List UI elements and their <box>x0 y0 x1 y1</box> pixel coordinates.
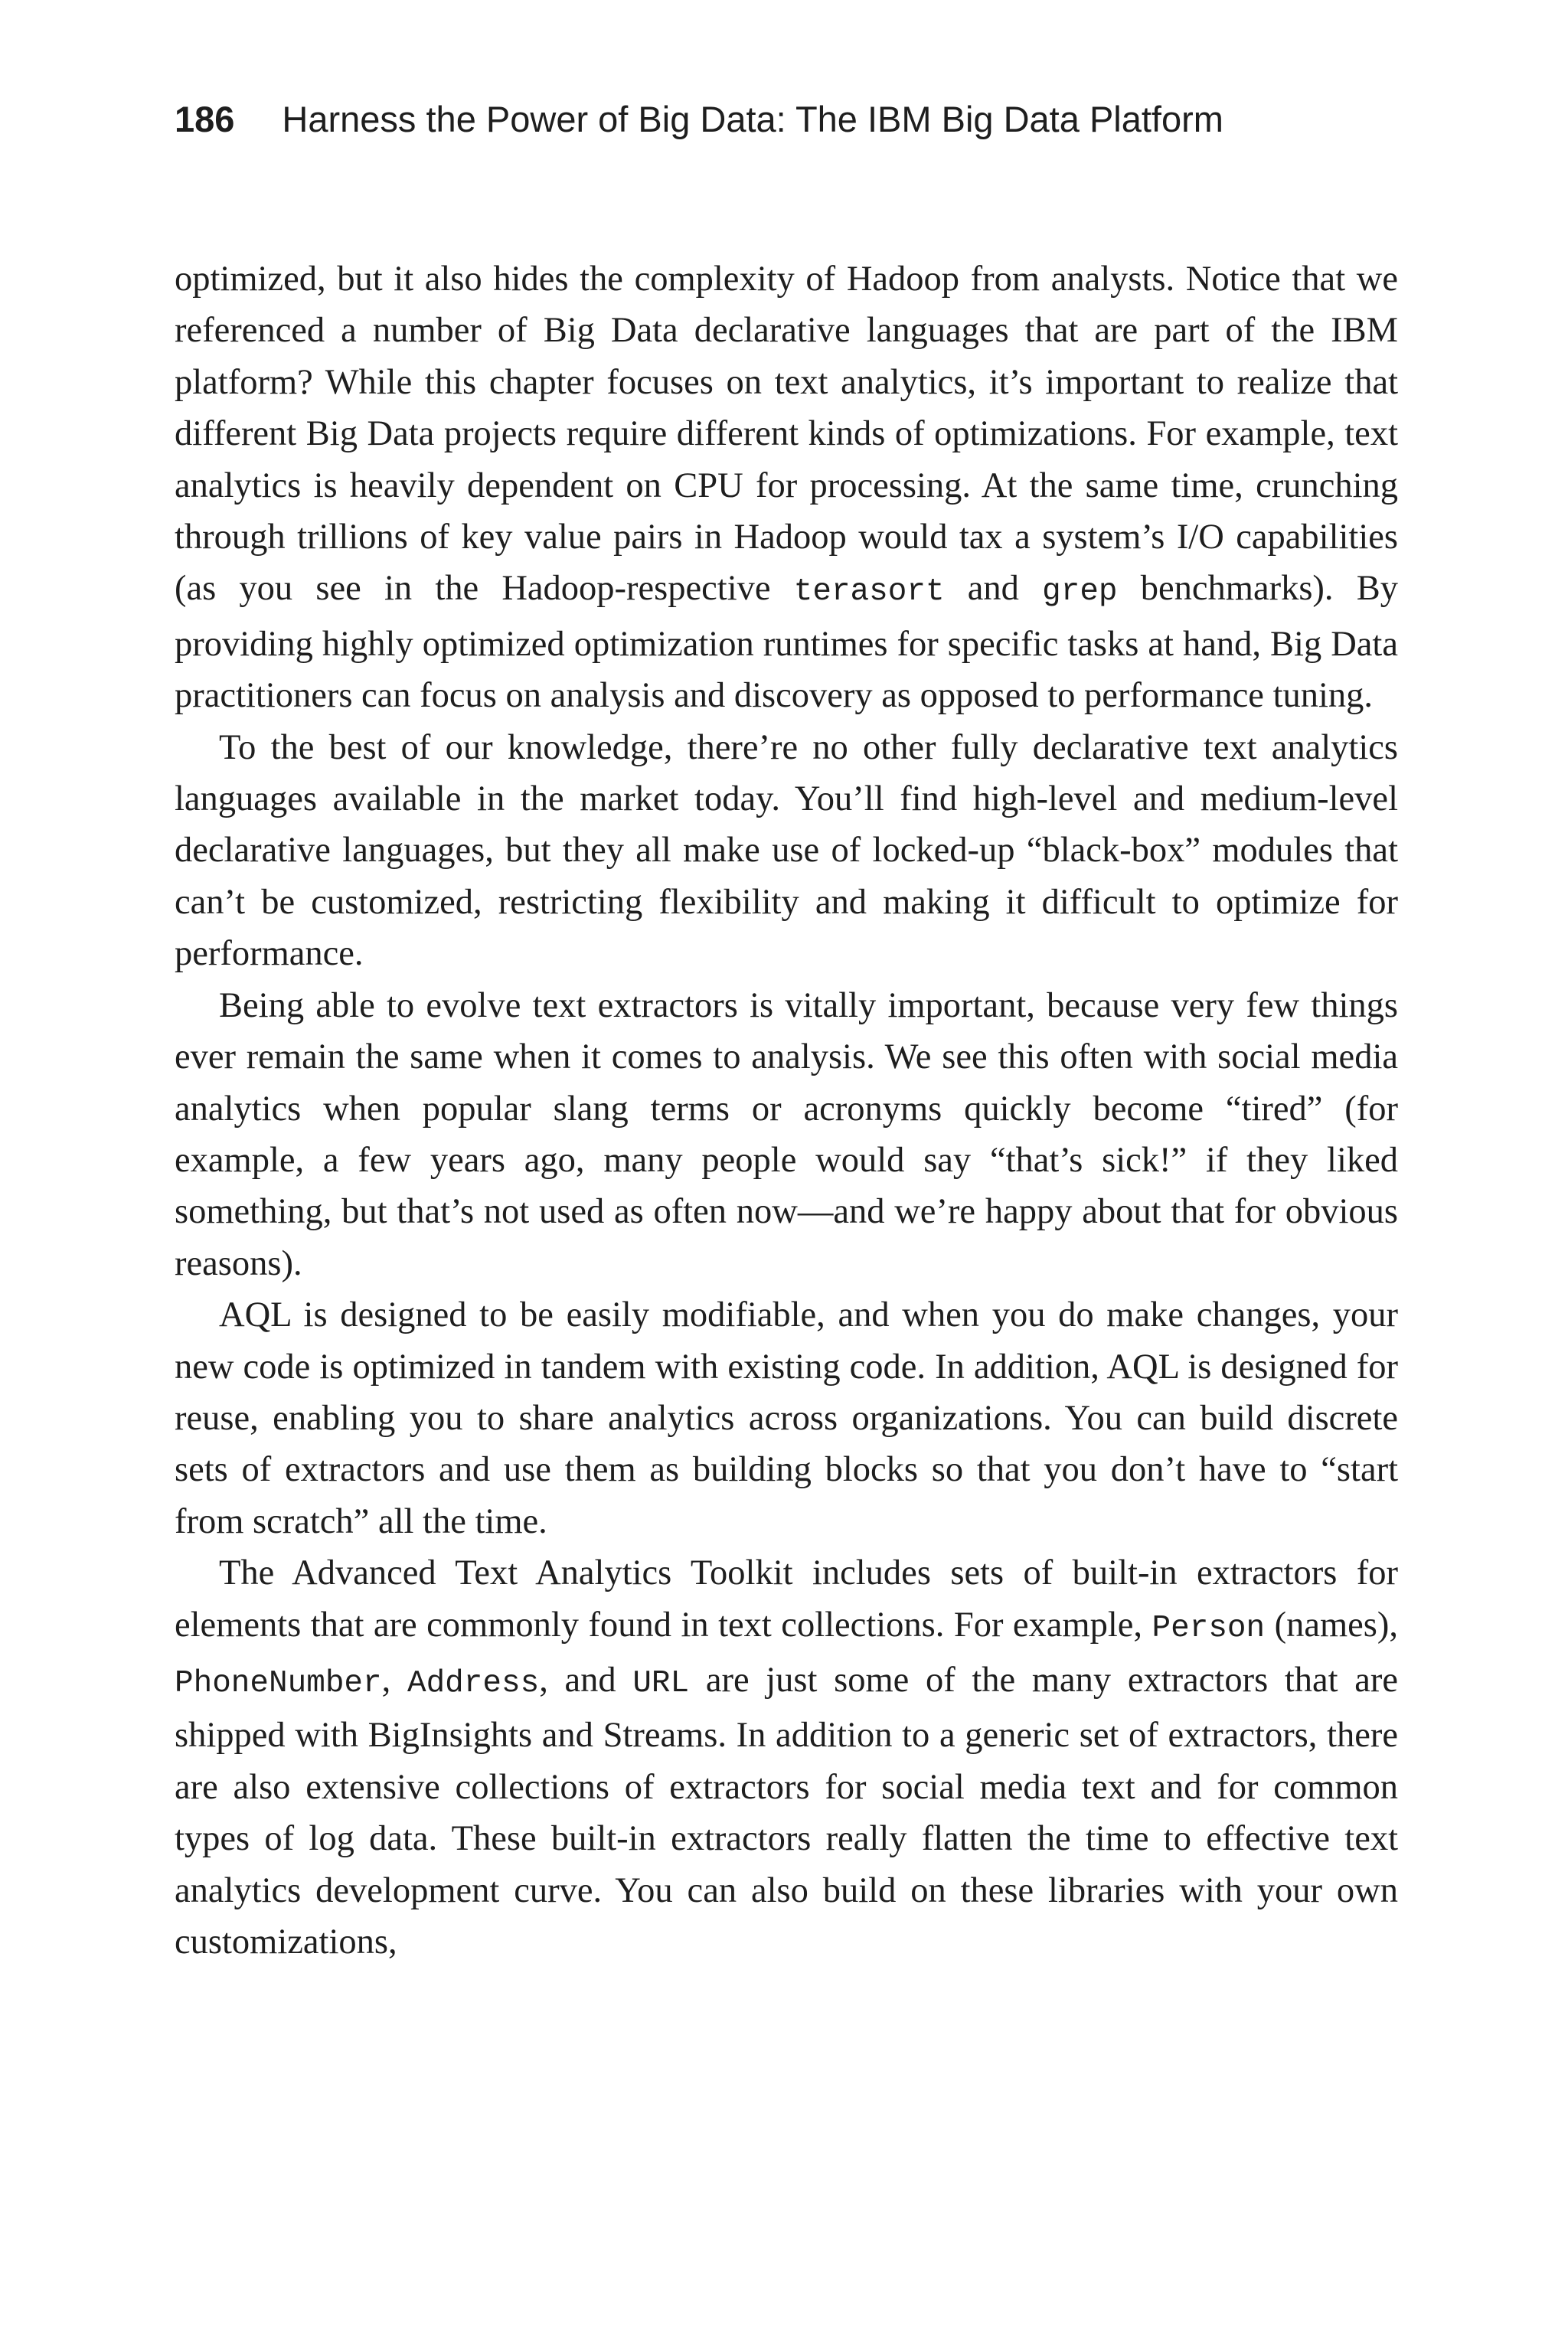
paragraph-4: AQL is designed to be easily modifiable, and when you do make changes, your new code is optimized in tandem with existing code. In addition, AQL is designed for reuse, enabling you to share analytics across organizations. You can build discrete sets of extractors and use them as building blocks so that you don’t have to “start from scratch” all the time. <box>175 1295 1398 1541</box>
paragraph-3: Being able to evolve text extractors is vitally important, because very few things ever remain the same when it comes to analysis. We see this often with social media analytics when popular slang terms or acronyms quickly become “tired” (for example, a few years ago, many people would say “that’s sick!” if they liked something, but that’s not used as often now—and we’re happy about that for obvious reasons). <box>175 985 1398 1283</box>
paragraph-5-text-a: The Advanced Text Analytics Toolkit includes sets of built-in extractors for elements that are commonly found in text collections. For example, <box>175 1553 1398 1645</box>
paragraph-5-text-c: , <box>381 1660 407 1700</box>
paragraph-5 <box>175 1547 1398 1968</box>
code-grep: grep <box>1042 574 1118 610</box>
paragraph-5-text-b: (names), <box>1265 1605 1398 1645</box>
paragraph-1 <box>175 253 1398 722</box>
paragraph-1-text-c: benchmarks). By providing highly optimized optimization runtimes for specific tasks at hand, Big Data practitioners can focus on analysis and discovery as opposed to performance tuning. <box>175 569 1398 716</box>
code-address: Address <box>407 1665 540 1701</box>
code-person: Person <box>1152 1610 1266 1646</box>
paragraph-5-text-d: , and <box>539 1660 633 1700</box>
body-text <box>175 253 1398 1968</box>
paragraph-1-text-b: and <box>944 569 1043 609</box>
book-title: Harness the Power of Big Data: The IBM Big Data Platform <box>282 99 1223 139</box>
code-phonenumber: PhoneNumber <box>175 1665 382 1701</box>
running-head <box>175 95 1400 144</box>
paragraph-2: To the best of our knowledge, there’re no other fully declarative text analytics languages available in the market today. You’ll find high-level and medium-level declarative languages, but they all make use of locked-up “black-box” modules that can’t be customized, restricting flexibility and making it difficult to optimize for performance. <box>175 727 1398 974</box>
paragraph-5-text-e: are just some of the many extractors that are shipped with BigInsights and Streams. In addition to a generic set of extractors, there are also extensive collections of extractors for social media text and for common types of log data. These built-in extractors really flatten the time to effective text analytics development curve. You can also build on these libraries with your own customizations, <box>175 1660 1399 1962</box>
code-terasort: terasort <box>793 574 945 610</box>
page-number: 186 <box>175 99 235 139</box>
paragraph-1-text-a: optimized, but it also hides the complexity of Hadoop from analysts. Notice that we referenced a number of Big Data declarative languages that are part of the IBM platform? While this chapter focuses on text analytics, it’s important to realize that different Big Data projects require different kinds of optimizations. For example, text analytics is heavily dependent on CPU for processing. At the same time, crunching through trillions of key value pairs in Hadoop would tax a system’s I/O capabilities (as you see in the Hadoop-respective <box>175 260 1398 609</box>
code-url: URL <box>632 1665 690 1701</box>
